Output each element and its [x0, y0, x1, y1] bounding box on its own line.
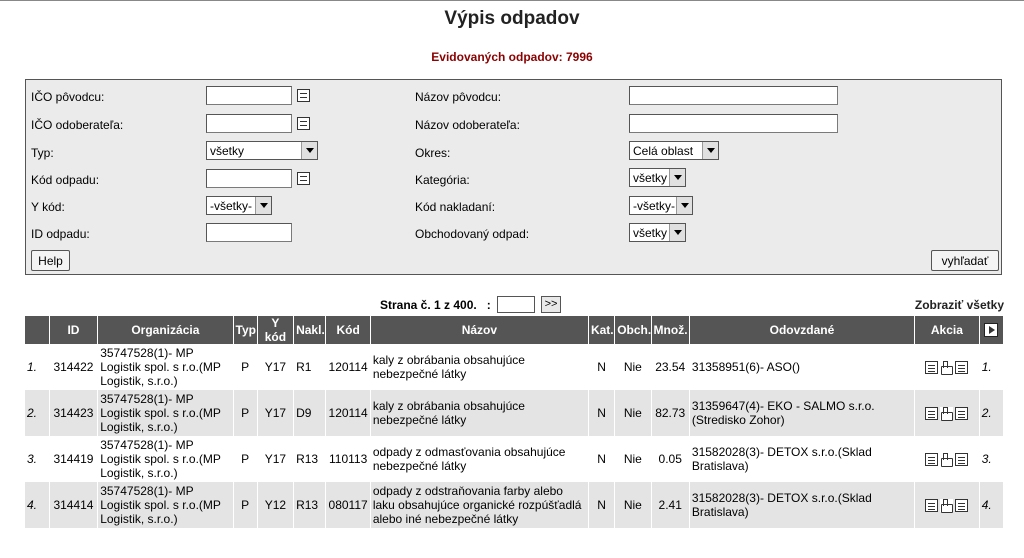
- form-icon[interactable]: [955, 407, 968, 420]
- hand-icon[interactable]: [940, 499, 953, 512]
- cell-akcia: [915, 344, 980, 390]
- cell-odovzdane: 31359647(4)- EKO - SALMO s.r.o.(Stredisko Zohor): [689, 390, 914, 436]
- obchodovany-label: Obchodovaný odpad:: [415, 227, 530, 241]
- kod-nakladani-label: Kód nakladaní:: [415, 200, 496, 214]
- cell-obch: Nie: [615, 390, 651, 436]
- col-y-kod[interactable]: Y kód: [257, 316, 293, 344]
- y-kod-label: Y kód:: [31, 200, 65, 214]
- search-button[interactable]: vyhľadať: [931, 250, 999, 271]
- waste-table: [25, 316, 1004, 528]
- chevron-down-icon: [669, 169, 685, 186]
- cell-kat: N: [588, 344, 614, 390]
- form-icon[interactable]: [955, 453, 968, 466]
- obchodovany-select-value: všetky: [633, 226, 668, 240]
- kategoria-label: Kategória:: [415, 173, 470, 187]
- typ-select-value: všetky: [210, 144, 245, 158]
- cell-y-kod: Y17: [257, 390, 293, 436]
- row-number-end: 1.: [979, 344, 1003, 390]
- row-number-end: 2.: [979, 390, 1003, 436]
- chevron-down-icon: [669, 224, 685, 241]
- filter-panel: [25, 79, 1002, 275]
- cell-nazov: kaly z obrábania obsahujúce nebezpečné látky: [370, 390, 588, 436]
- nazov-povodcu-label: Názov pôvodcu:: [415, 90, 502, 104]
- ico-povodcu-input[interactable]: [206, 86, 292, 105]
- kod-odpadu-input[interactable]: [206, 169, 292, 188]
- cell-kod: 080117: [326, 482, 370, 528]
- cell-nakl: R1: [294, 344, 326, 390]
- cell-nakl: D9: [294, 390, 326, 436]
- col-id[interactable]: ID: [49, 316, 97, 344]
- cell-nakl: R13: [294, 482, 326, 528]
- cell-obch: Nie: [615, 436, 651, 482]
- id-odpadu-label: ID odpadu:: [31, 227, 90, 241]
- cell-nazov: odpady z odmasťovania obsahujúce nebezpečné látky: [370, 436, 588, 482]
- nazov-odoberatela-input[interactable]: [629, 114, 838, 133]
- chevron-down-icon: [702, 142, 718, 159]
- cell-kod: 110113: [326, 436, 370, 482]
- hand-icon[interactable]: [940, 361, 953, 374]
- row-number-end: 4.: [979, 482, 1003, 528]
- cell-organizacia: 35747528(1)- MP Logistik spol. s r.o.(MP Logistik, s.r.o.): [98, 436, 233, 482]
- cell-typ: P: [233, 482, 257, 528]
- hand-icon[interactable]: [940, 407, 953, 420]
- row-number: 3.: [25, 436, 49, 482]
- document-icon[interactable]: [925, 453, 938, 466]
- cell-y-kod: Y12: [257, 482, 293, 528]
- form-icon[interactable]: [955, 361, 968, 374]
- page-title: Výpis odpadov: [444, 8, 580, 29]
- cell-kat: N: [588, 436, 614, 482]
- cell-nakl: R13: [294, 436, 326, 482]
- row-number-end: 3.: [979, 436, 1003, 482]
- col-num: [25, 316, 49, 344]
- cell-id: 314419: [49, 436, 97, 482]
- chevron-down-icon: [301, 142, 317, 159]
- table-row: [25, 482, 1004, 528]
- cell-kod: 120114: [326, 390, 370, 436]
- table-row: [25, 344, 1004, 390]
- nazov-povodcu-input[interactable]: [629, 86, 838, 105]
- document-icon[interactable]: [925, 499, 938, 512]
- cell-id: 314414: [49, 482, 97, 528]
- typ-label: Typ:: [31, 146, 54, 160]
- nazov-odoberatela-label: Názov odoberateľa:: [415, 118, 520, 132]
- col-kod[interactable]: Kód: [326, 316, 370, 344]
- document-icon[interactable]: [925, 407, 938, 420]
- page-info: Strana č. 1 z 400.: [380, 298, 477, 312]
- col-organizacia[interactable]: Organizácia: [98, 316, 233, 344]
- cell-id: 314422: [49, 344, 97, 390]
- cell-obch: Nie: [615, 344, 651, 390]
- table-row: [25, 436, 1004, 482]
- top-border: [0, 0, 1024, 1]
- cell-mnoz: 2.41: [651, 482, 689, 528]
- page-number-input[interactable]: [497, 296, 535, 313]
- okres-select[interactable]: [629, 141, 719, 160]
- go-page-button[interactable]: >>: [541, 296, 561, 313]
- record-count: Evidovaných odpadov: 7996: [431, 50, 593, 64]
- cell-odovzdane: 31582028(3)- DETOX s.r.o.(Sklad Bratislava): [689, 482, 914, 528]
- id-odpadu-input[interactable]: [206, 223, 292, 242]
- cell-akcia: [915, 482, 980, 528]
- cell-nazov: odpady z odstraňovania farby alebo laku obsahujúce organické rozpúšťadlá alebo iné nebezpečné látky: [370, 482, 588, 528]
- col-akcia: Akcia: [915, 316, 980, 344]
- kategoria-select-value: všetky: [633, 171, 668, 185]
- okres-select-value: Celá oblast: [633, 144, 694, 158]
- obchodovany-select[interactable]: [629, 223, 686, 242]
- y-kod-select[interactable]: [206, 196, 272, 215]
- cell-typ: P: [233, 390, 257, 436]
- show-all-link[interactable]: Zobraziť všetky: [914, 298, 1004, 312]
- cell-kat: N: [588, 390, 614, 436]
- kod-nakladani-select-value: -všetky-: [633, 199, 675, 213]
- col-obch[interactable]: Obch.: [615, 316, 651, 344]
- chevron-down-icon: [676, 197, 692, 214]
- help-button[interactable]: Help: [31, 250, 70, 271]
- document-icon[interactable]: [925, 361, 938, 374]
- chevron-down-icon: [255, 197, 271, 214]
- col-typ[interactable]: Typ: [233, 316, 257, 344]
- col-nakl[interactable]: Nakl.: [294, 316, 326, 344]
- table-row: [25, 390, 1004, 436]
- kod-odpadu-label: Kód odpadu:: [31, 173, 100, 187]
- row-number: 2.: [25, 390, 49, 436]
- cell-typ: P: [233, 344, 257, 390]
- col-odovzdane[interactable]: Odovzdané: [689, 316, 914, 344]
- play-icon[interactable]: [984, 323, 998, 337]
- pager-text: [380, 298, 491, 312]
- okres-label: Okres:: [415, 146, 451, 160]
- list-picker-icon[interactable]: [297, 89, 310, 102]
- col-kat[interactable]: Kat.: [588, 316, 614, 344]
- col-play: [979, 316, 1003, 344]
- row-number: 4.: [25, 482, 49, 528]
- ico-odoberatela-label: IČO odoberateľa:: [31, 118, 124, 132]
- cell-mnoz: 0.05: [651, 436, 689, 482]
- cell-mnoz: 23.54: [651, 344, 689, 390]
- row-number: 1.: [25, 344, 49, 390]
- kod-nakladani-select[interactable]: [629, 196, 693, 215]
- form-icon[interactable]: [955, 499, 968, 512]
- cell-mnoz: 82.73: [651, 390, 689, 436]
- cell-organizacia: 35747528(1)- MP Logistik spol. s r.o.(MP Logistik, s.r.o.): [98, 344, 233, 390]
- cell-odovzdane: 31358951(6)- ASO(): [689, 344, 914, 390]
- ico-povodcu-label: IČO pôvodcu:: [31, 90, 105, 104]
- typ-select[interactable]: [206, 141, 318, 160]
- cell-organizacia: 35747528(1)- MP Logistik spol. s r.o.(MP Logistik, s.r.o.): [98, 390, 233, 436]
- ico-odoberatela-input[interactable]: [206, 114, 292, 133]
- col-nazov[interactable]: Názov: [370, 316, 588, 344]
- cell-akcia: [915, 436, 980, 482]
- cell-y-kod: Y17: [257, 436, 293, 482]
- col-mnoz[interactable]: Množ.: [651, 316, 689, 344]
- cell-nazov: kaly z obrábania obsahujúce nebezpečné látky: [370, 344, 588, 390]
- cell-id: 314423: [49, 390, 97, 436]
- y-kod-select-value: -všetky-: [210, 199, 252, 213]
- list-picker-icon[interactable]: [297, 117, 310, 130]
- cell-akcia: [915, 390, 980, 436]
- hand-icon[interactable]: [940, 453, 953, 466]
- cell-obch: Nie: [615, 482, 651, 528]
- cell-typ: P: [233, 436, 257, 482]
- page-sep: :: [486, 298, 491, 312]
- list-picker-icon[interactable]: [297, 172, 310, 185]
- cell-organizacia: 35747528(1)- MP Logistik spol. s r.o.(MP Logistik, s.r.o.): [98, 482, 233, 528]
- table-header: [25, 316, 1004, 344]
- cell-kod: 120114: [326, 344, 370, 390]
- cell-y-kod: Y17: [257, 344, 293, 390]
- cell-odovzdane: 31582028(3)- DETOX s.r.o.(Sklad Bratislava): [689, 436, 914, 482]
- kategoria-select[interactable]: [629, 168, 686, 187]
- cell-kat: N: [588, 482, 614, 528]
